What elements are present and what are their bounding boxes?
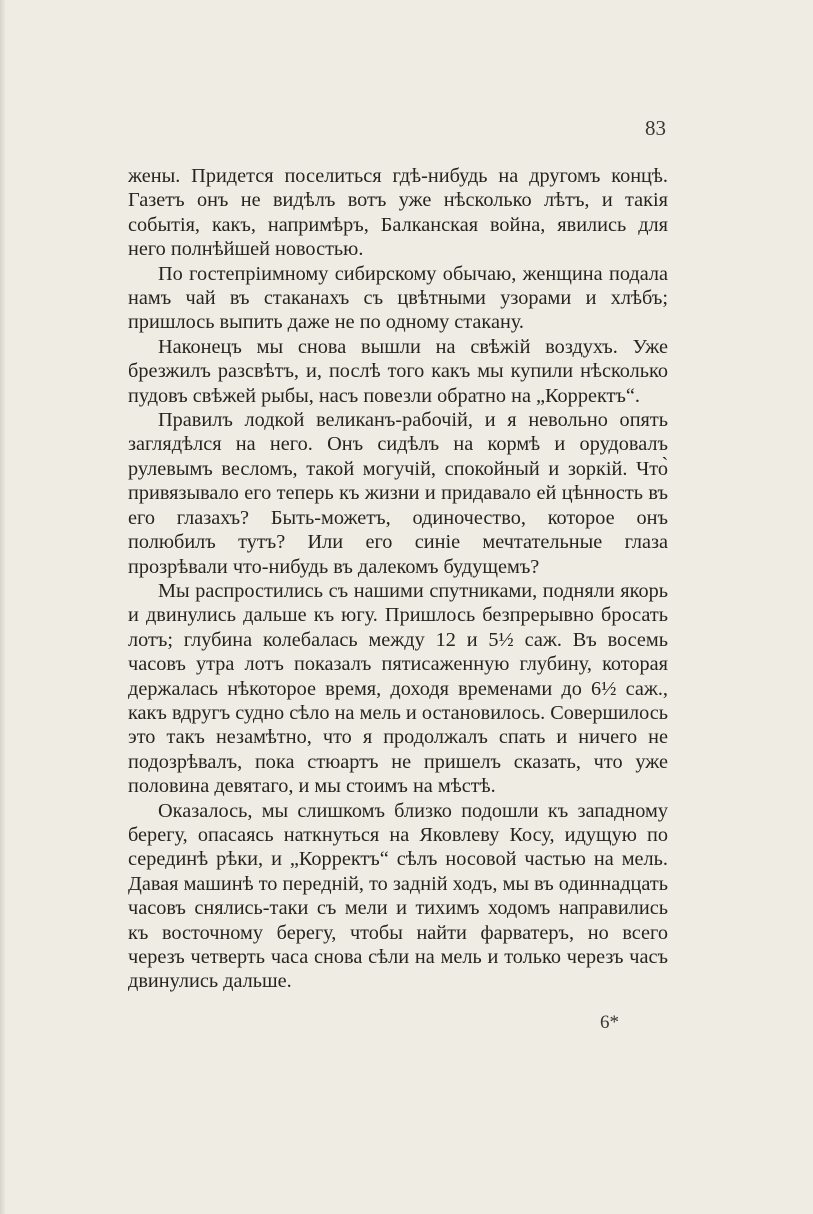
page-edge-shadow xyxy=(0,0,6,1214)
page-number: 83 xyxy=(645,116,666,140)
paragraph: Оказалось, мы слишкомъ близко подошли къ западному берегу, опасаясь наткнуться на Яковлеву Косу, идущую по серединѣ рѣки, и „Корректъ“ сѣлъ носовой частью на мель. Давая машинѣ то передній, то задній ходъ, мы въ одиннадцать часовъ снялись-таки съ мели и тихимъ ходомъ направились къ восточному берегу, чтобы найти фарватеръ, но всего черезъ четверть часа снова сѣли на мель и только черезъ часъ двинулись дальше. xyxy=(128,799,668,993)
paragraph: жены. Придется поселиться гдѣ-нибудь на другомъ концѣ. Газетъ онъ не видѣлъ вотъ уже нѣсколько лѣтъ, и такія событія, какъ, напримѣръ, Балканская война, явились для него полнѣйшей новостью. xyxy=(128,165,668,261)
paragraph: Правилъ лодкой великанъ-рабочій, и я невольно опять заглядѣлся на него. Онъ сидѣлъ на кормѣ и орудовалъ рулевымъ весломъ, такой могучій, спокойный и зоркій. Что̀ привязывало его теперь къ жизни и придавало ей цѣнность въ его глазахъ? Быть-можетъ, одиночество, которое онъ полюбилъ тутъ? Или его синіе мечтательные глаза прозрѣвали что-нибудь въ далекомъ будущемъ? xyxy=(128,409,668,578)
paragraph: По гостепріимному сибирскому обычаю, женщина подала намъ чай въ стаканахъ съ цвѣтными узорами и хлѣбъ; пришлось выпить даже не по одному стакану. xyxy=(128,262,668,334)
page-text xyxy=(128,164,668,994)
paragraph: Мы распростились съ нашими спутниками, подняли якорь и двинулись дальше къ югу. Пришлось безпрерывно бросать лотъ; глубина колебалась между 12 и 5½ саж. Въ восемь часовъ утра лотъ показалъ пятисаженную глубину, которая держалась нѣкоторое время, доходя временами до 6½ саж., какъ вдругъ судно сѣло на мель и остановилось. Совершилось это такъ незамѣтно, что я продолжалъ спать и ничего не подозрѣвалъ, пока стюартъ не пришелъ сказать, что уже половина девятаго, и мы стоимъ на мѣстѣ. xyxy=(128,579,668,798)
printer-signature: 6* xyxy=(600,1012,619,1033)
paragraph: Наконецъ мы снова вышли на свѣжій воздухъ. Уже брезжилъ разсвѣтъ, и, послѣ того какъ мы купили нѣсколько пудовъ свѣжей рыбы, насъ повезли обратно на „Корректъ“. xyxy=(128,335,668,407)
